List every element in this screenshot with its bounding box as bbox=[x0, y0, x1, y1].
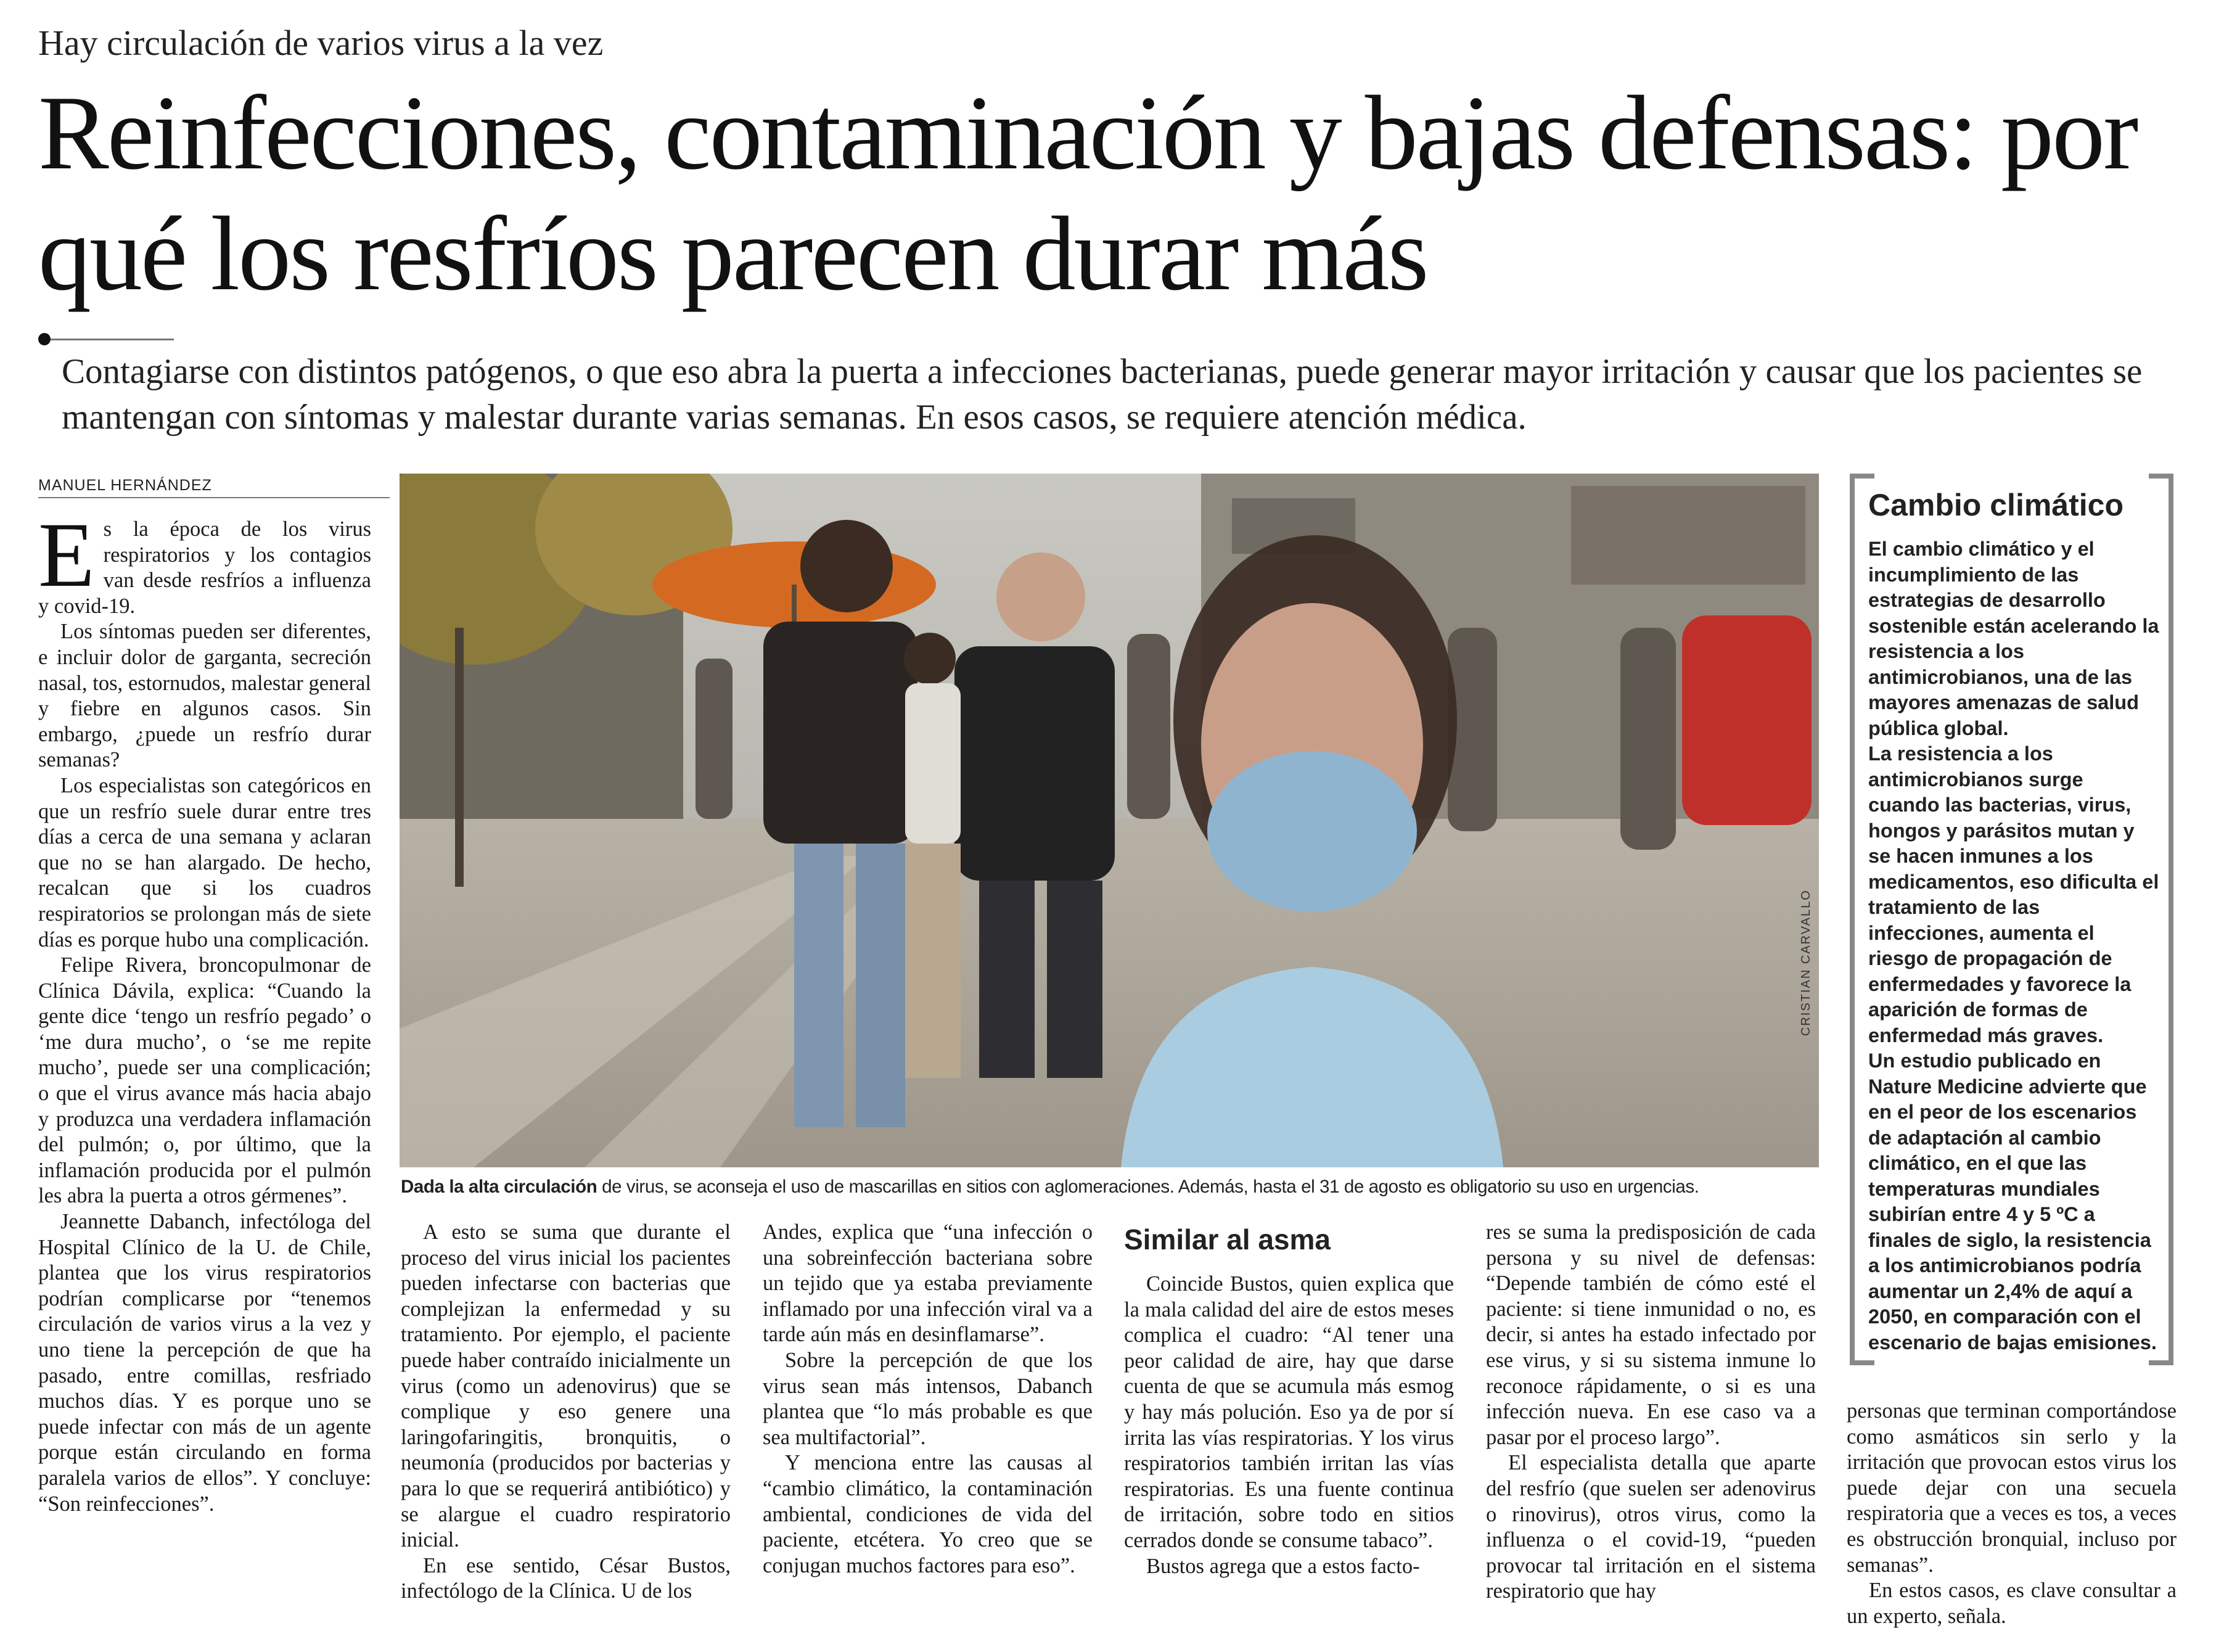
paragraph: res se suma la predisposición de cada persona y su nivel de defensas: “Depende también de cómo esté el paciente: si tiene inmunidad o no, es decir, si antes ha estado infectado por ese virus, y si su sistema inmune lo reconoce rápidamente, o si es una infección nueva. En ese caso va a pasar por el proceso largo”. bbox=[1486, 1220, 1816, 1449]
kicker: Hay circulación de varios virus a la vez bbox=[38, 23, 604, 63]
sidebar-frame bbox=[1850, 1360, 1874, 1365]
sidebar-frame bbox=[1850, 474, 1855, 1365]
column-5 bbox=[1486, 1220, 1816, 1605]
dropcap: E bbox=[38, 504, 95, 606]
caption-text: de virus, se aconseja el uso de mascarillas en sitios con aglomeraciones. Además, hasta el 31 de agosto es obligatorio su uso en urgencias. bbox=[597, 1177, 1699, 1197]
paragraph: s la época de los virus respiratorios y los contagios van desde resfríos a influenza y covid-19. bbox=[38, 517, 371, 618]
paragraph: El especialista detalla que aparte del resfrío (que suelen ser adenovirus o rinovirus), otros virus, como la influenza o el covid-19, “pueden provocar tal irritación en el sistema respiratorio que hay bbox=[1486, 1451, 1816, 1603]
divider bbox=[51, 339, 174, 340]
headline: Reinfecciones, contaminación y bajas defensas: por qué los resfríos parecen durar más bbox=[38, 75, 2137, 313]
paragraph: Jeannette Dabanch, infectóloga del Hospital Clínico de la U. de Chile, plantea que los virus respiratorios podrían complicarse por “tenemos circulación de varios virus a la vez y uno tiene la percepción de que ha pasado, entre comillas, resfriado muchos días. Y es porque uno se puede infectar con más de un agente porque están circulando en forma paralela varios de ellos”. Y concluye: “Son reinfecciones”. bbox=[38, 1210, 371, 1516]
news-photo bbox=[400, 474, 1819, 1167]
paragraph: Andes, explica que “una infección o una sobreinfección bacteriana sobre un tejido que ya estaba previamente inflamado por una infección viral va a tarde aún más en desinflamarse”. bbox=[763, 1220, 1093, 1347]
sidebar-body bbox=[1868, 536, 2159, 1355]
sidebar-paragraph: La resistencia a los antimicrobianos surge cuando las bacterias, virus, hongos y parásitos mutan y se hacen inmunes a los medicamentos, eso dificulta el tratamiento de las infecciones, aumenta el riesgo de propagación de enfermedades y favorece la aparición de formas de enfermedad más graves. bbox=[1868, 742, 2159, 1046]
paragraph: En estos casos, es clave consultar a un experto, señala. bbox=[1847, 1579, 2177, 1628]
column-6 bbox=[1847, 1399, 2177, 1629]
photo-credit: CRISTIAN CARVALLO bbox=[1799, 889, 1813, 1036]
sidebar-frame bbox=[2149, 474, 2173, 479]
photo-caption bbox=[401, 1177, 1819, 1198]
sidebar-title: Cambio climático bbox=[1868, 488, 2124, 522]
byline-divider bbox=[38, 497, 390, 498]
paragraph: Y menciona entre las causas al “cambio climático, la contaminación ambiental, condiciones de vida del paciente, etcétera. Yo creo que se conjugan muchos factores para eso”. bbox=[763, 1451, 1093, 1577]
paragraph: Los síntomas pueden ser diferentes, e incluir dolor de garganta, secreción nasal, tos, estornudos, malestar general y fiebre en algunos casos. Sin embargo, ¿puede un resfrío durar semanas? bbox=[38, 620, 371, 772]
paragraph: En ese sentido, César Bustos, infectólogo de la Clínica. U de los bbox=[401, 1553, 731, 1603]
sidebar-frame bbox=[2149, 1360, 2173, 1365]
paragraph: Los especialistas son categóricos en que un resfrío suele durar entre tres días a cerca de una semana y aclaran que no se han alargado. De hecho, recalcan que si los cuadros respiratorios se prolongan más de siete días es porque hubo una complicación. bbox=[38, 773, 371, 951]
lede: Contagiarse con distintos patógenos, o que eso abra la puerta a infecciones bacterianas, puede generar mayor irritación y causar que los pacientes se mantengan con síntomas y malestar durante varias semanas. En esos casos, se requiere atención médica. bbox=[62, 352, 2143, 437]
sidebar-paragraph: El cambio climático y el incumplimiento de las estrategias de desarrollo sostenible están acelerando la resistencia a los antimicrobianos, una de las mayores amenazas de salud pública global. bbox=[1868, 538, 2159, 739]
column-3 bbox=[763, 1220, 1093, 1579]
sidebar-frame bbox=[2169, 474, 2173, 1365]
paragraph: Sobre la percepción de que los virus sean más intensos, Dabanch plantea que “lo más probable es que sea multifactorial”. bbox=[763, 1348, 1093, 1449]
sidebar-frame bbox=[1850, 474, 1874, 479]
paragraph: Felipe Rivera, broncopulmonar de Clínica Dávila, explica: “Cuando la gente dice ‘tengo un resfrío pegado’ o ‘me dura mucho’, o ‘se me repite mucho’, puede ser una complicación; o que el virus avance más hacia abajo y produzca una verdadera inflamación del pulmón; o, por último, que la inflamación producida por el pulmón les abra la puerta a otros gérmenes”. bbox=[38, 953, 371, 1208]
paragraph: Bustos agrega que a estos facto- bbox=[1146, 1554, 1420, 1578]
column-1 bbox=[38, 504, 371, 1517]
paragraph: personas que terminan comportándose como asmáticos sin serlo y la irritación que provocan estos virus los puede dejar con una secuela respiratoria que a veces es tos, a veces es obstrucción bronquial, incluso por semanas”. bbox=[1847, 1399, 2177, 1577]
paragraph: Coincide Bustos, quien explica que la mala calidad del aire de estos meses complica el cuadro: “Al tener una peor calidad de aire, hay que darse cuenta de que se acumula más esmog y hay más polución. Eso ya de por sí irrita las vías respiratorias. Y los virus respiratorios también irritan las vías respiratorias. Es una fuente continua de irritación, sobre todo en sitios cerrados donde se consume tabaco”. bbox=[1124, 1272, 1454, 1552]
bullet-dot bbox=[38, 333, 51, 345]
byline: MANUEL HERNÁNDEZ bbox=[38, 477, 212, 494]
paragraph: A esto se suma que durante el proceso del virus inicial los pacientes pueden infectarse con bacterias que complejizan la enfermedad y su tratamiento. Por ejemplo, el paciente puede haber contraído inicialmente un virus (como un adenovirus) que se complique y eso genere una laringofaringitis, bronquitis, o neumonía (producidos por bacterias y para lo que se requerirá antibiótico) y se alargue el cuadro respiratorio inicial. bbox=[401, 1220, 731, 1552]
section-subhead: Similar al asma bbox=[1124, 1223, 1331, 1255]
caption-lead: Dada la alta circulación bbox=[401, 1177, 597, 1197]
column-2 bbox=[401, 1220, 731, 1605]
column-4 bbox=[1124, 1272, 1454, 1579]
sidebar-paragraph: Un estudio publicado en Nature Medicine advierte que en el peor de los escenarios de adaptación al cambio climático, en el que las temperaturas mundiales subirían entre 4 y 5 ºC a finales de siglo, la resistencia a los antimicrobianos podría aumentar un 2,4% de aquí a 2050, en comparación con el escenario de bajas emisiones. bbox=[1868, 1050, 2157, 1354]
